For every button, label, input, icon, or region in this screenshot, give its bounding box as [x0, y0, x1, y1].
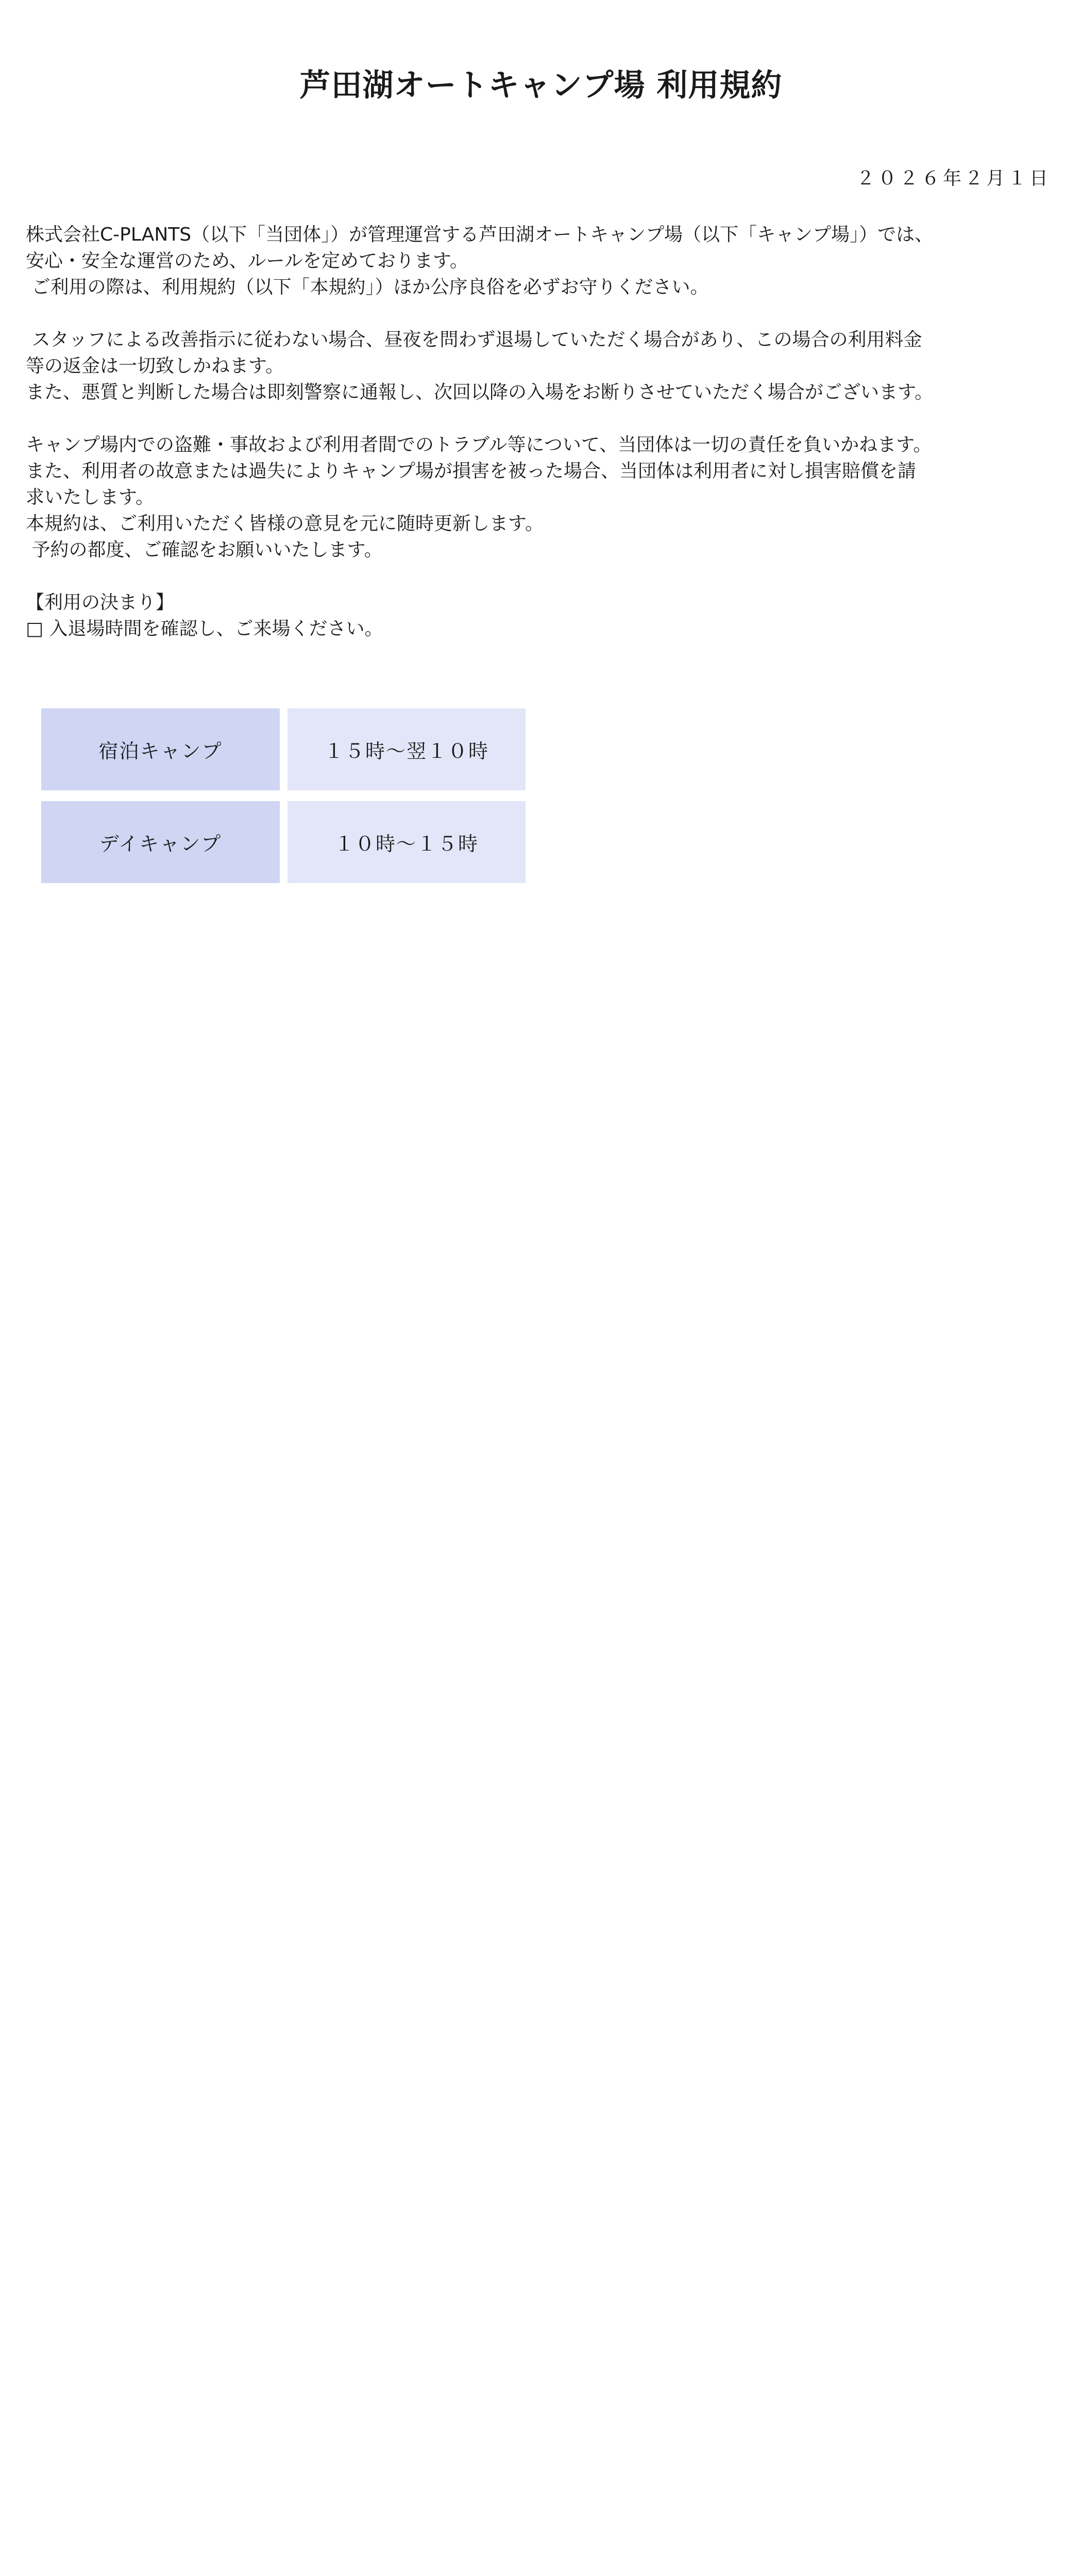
- document-date: ２０２６年２月１日: [856, 168, 1051, 189]
- hours-table: [41, 708, 526, 894]
- rate-label: デイキャンプ: [41, 801, 280, 883]
- rate-row-day: [41, 801, 526, 883]
- page-title: 芦田湖オートキャンプ場 利用規約: [299, 67, 783, 104]
- rate-value: １５時〜翌１０時: [288, 708, 526, 790]
- intro-text: 株式会社C-PLANTS（以下「当団体」）が管理運営する芦田湖オートキャンプ場（以下「キャンプ場」）では、 安心・安全な運営のため、ルールを定めております。 ご利用の際は、利用規約（以下「本規約」）ほか公序良俗を必ずお守りください。 スタッフによる改善指示に従わない場合、昼夜を問わず退場していただく場合があり、この場合の利用料金 等の返金は一切致しかねます。 また、悪質と判断した場合は即刻警察に通報し、次回以降の入場をお断りさせていただく場合がございます。 キャンプ場内での盗難・事故および利用者間でのトラブル等について、当団体は一切の責任を負いかねます。 また、利用者の故意または過失によりキャンプ場が損害を被った場合、当団体は利用者に対し損害賠償を請 求いたします。 本規約は、ご利用いただく皆様の意見を元に随時更新します。 予約の都度、ご確認をお願いいたします。 【利用の決まり】 □ 入退場時間を確認し、ご来場ください。: [26, 224, 934, 639]
- rate-value: １０時〜１５時: [288, 801, 526, 883]
- rate-label: 宿泊キャンプ: [41, 708, 280, 790]
- rate-row-overnight: [41, 708, 526, 790]
